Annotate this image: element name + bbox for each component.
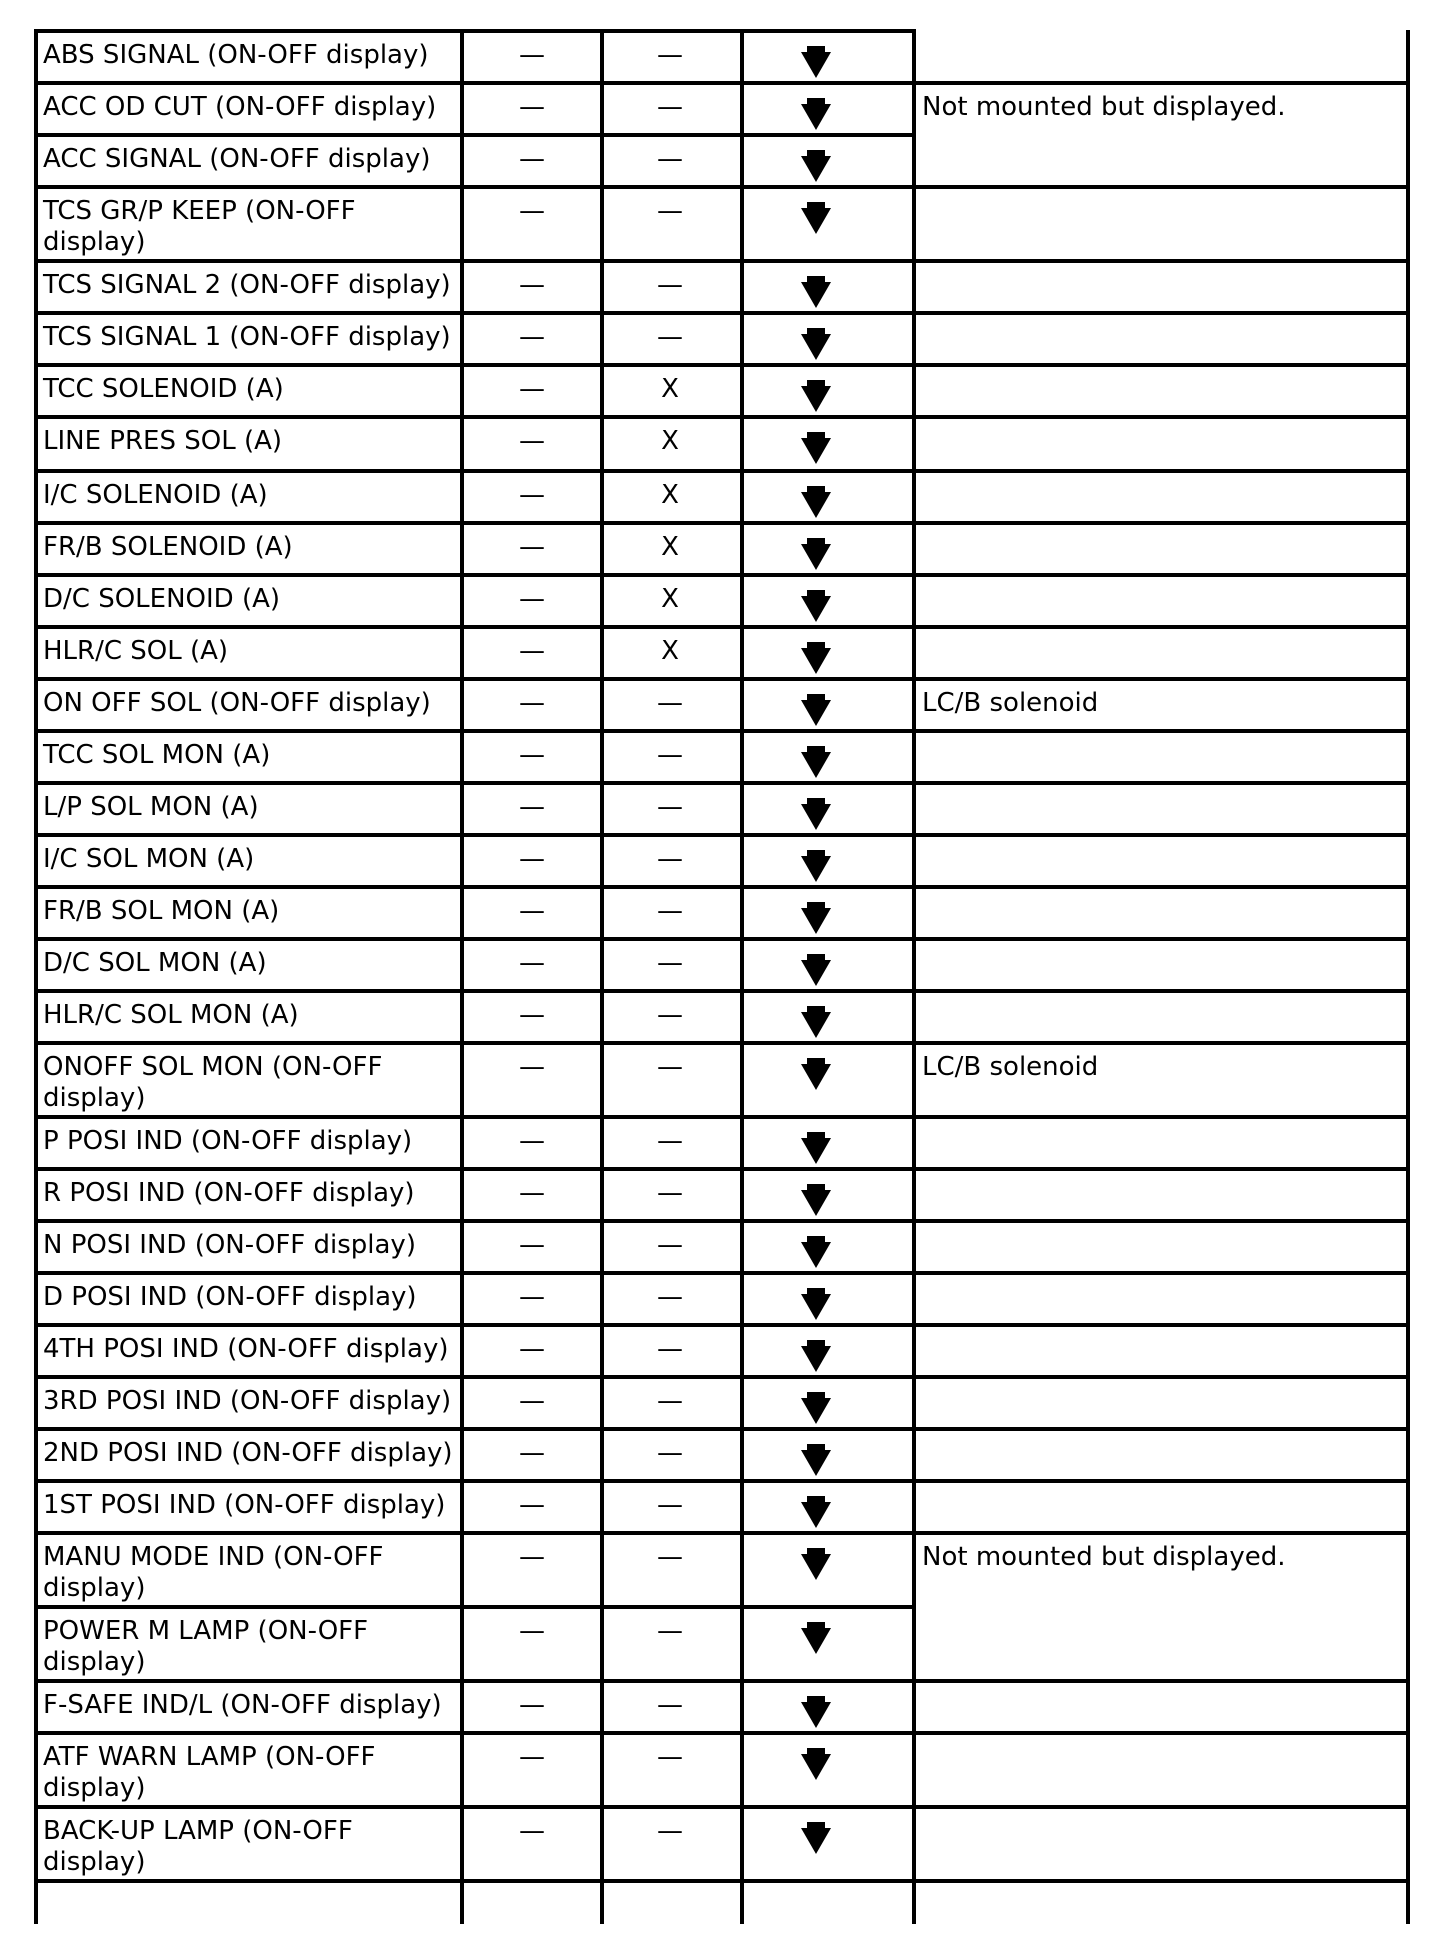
row-border — [912, 625, 1410, 629]
down-arrow-icon — [801, 544, 831, 570]
down-arrow-icon — [801, 1702, 831, 1728]
down-arrow-icon — [801, 908, 831, 934]
row-col3-value: X — [661, 480, 679, 510]
row-col2-value: — — [519, 40, 545, 70]
row-item-label: P POSI IND (ON-OFF display) — [43, 1126, 413, 1156]
row-item-label: BACK-UP LAMP (ON-OFF display) — [43, 1816, 353, 1877]
row-border — [34, 469, 916, 473]
row-border — [912, 1115, 1410, 1119]
row-col3-value: — — [657, 1438, 683, 1468]
row-col2-value: — — [519, 374, 545, 404]
row-border — [34, 521, 916, 525]
row-col3-value: — — [657, 1690, 683, 1720]
row-border — [34, 1375, 916, 1379]
row-border — [34, 29, 916, 33]
row-border — [912, 937, 1410, 941]
row-border — [912, 1731, 1410, 1735]
row-col3-value: — — [657, 792, 683, 822]
row-border — [34, 677, 916, 681]
row-border — [34, 1219, 916, 1223]
row-item-label: I/C SOLENOID (A) — [43, 480, 268, 510]
row-col3-value: — — [657, 1126, 683, 1156]
row-border — [912, 989, 1410, 993]
down-arrow-icon — [801, 1554, 831, 1580]
row-col2-value: — — [519, 1490, 545, 1520]
down-arrow-icon — [801, 1242, 831, 1268]
row-col3-value: X — [661, 636, 679, 666]
row-col3-value: — — [657, 92, 683, 122]
row-border — [34, 363, 916, 367]
row-col3-value: — — [657, 896, 683, 926]
row-border — [34, 1679, 916, 1683]
row-col3-value: — — [657, 1742, 683, 1772]
row-col2-value: — — [519, 1052, 545, 1082]
row-border — [912, 573, 1410, 577]
down-arrow-icon — [801, 960, 831, 986]
row-col2-value: — — [519, 1816, 545, 1846]
row-col3-value: — — [657, 844, 683, 874]
row-item-label: 3RD POSI IND (ON-OFF display) — [43, 1386, 452, 1416]
row-col2-value: — — [519, 1742, 545, 1772]
row-col3-value: — — [657, 1282, 683, 1312]
row-border — [912, 1427, 1410, 1431]
row-border — [34, 1115, 916, 1119]
row-col3-value: X — [661, 426, 679, 456]
row-col3-value: — — [657, 196, 683, 226]
row-item-label: N POSI IND (ON-OFF display) — [43, 1230, 416, 1260]
row-col3-value: — — [657, 1052, 683, 1082]
row-item-label: TCC SOL MON (A) — [43, 740, 271, 770]
row-item-label: TCS SIGNAL 1 (ON-OFF display) — [43, 322, 451, 352]
row-border — [34, 989, 916, 993]
row-border — [912, 1167, 1410, 1171]
row-col3-value: — — [657, 1230, 683, 1260]
row-col2-value: — — [519, 480, 545, 510]
row-border — [34, 1427, 916, 1431]
row-border — [912, 259, 1410, 263]
row-item-label: FR/B SOLENOID (A) — [43, 532, 293, 562]
row-border — [34, 781, 916, 785]
row-col2-value: — — [519, 144, 545, 174]
row-border — [912, 363, 1410, 367]
row-border — [912, 1375, 1410, 1379]
row-col3-value: X — [661, 374, 679, 404]
down-arrow-icon — [801, 386, 831, 412]
row-item-label: I/C SOL MON (A) — [43, 844, 255, 874]
row-col3-value: — — [657, 688, 683, 718]
row-border — [912, 185, 1410, 189]
row-item-label: ABS SIGNAL (ON-OFF display) — [43, 40, 429, 70]
row-col2-value: — — [519, 1282, 545, 1312]
row-border — [34, 1805, 916, 1809]
row-border — [912, 885, 1410, 889]
down-arrow-icon — [801, 1450, 831, 1476]
row-col3-value: — — [657, 740, 683, 770]
row-item-label: HLR/C SOL (A) — [43, 636, 229, 666]
row-col3-value: — — [657, 270, 683, 300]
down-arrow-icon — [801, 208, 831, 234]
row-border — [34, 185, 916, 189]
down-arrow-icon — [801, 1190, 831, 1216]
down-arrow-icon — [801, 104, 831, 130]
row-note: LC/B solenoid — [922, 1052, 1099, 1082]
row-border — [912, 1479, 1410, 1483]
row-col3-value: — — [657, 1334, 683, 1364]
row-col3-value: — — [657, 948, 683, 978]
row-col2-value: — — [519, 1000, 545, 1030]
row-col2-value: — — [519, 322, 545, 352]
down-arrow-icon — [801, 596, 831, 622]
row-item-label: R POSI IND (ON-OFF display) — [43, 1178, 415, 1208]
row-item-label: D/C SOLENOID (A) — [43, 584, 281, 614]
row-border — [34, 311, 916, 315]
row-border — [34, 1479, 916, 1483]
row-border — [34, 133, 916, 137]
row-item-label: MANU MODE IND (ON-OFF display) — [43, 1542, 384, 1603]
row-item-label: LINE PRES SOL (A) — [43, 426, 283, 456]
row-note: Not mounted but displayed. — [922, 92, 1286, 122]
row-border — [912, 781, 1410, 785]
row-col2-value: — — [519, 270, 545, 300]
row-border — [912, 415, 1410, 419]
row-col2-value: — — [519, 196, 545, 226]
down-arrow-icon — [801, 1138, 831, 1164]
row-border — [912, 833, 1410, 837]
row-col2-value: — — [519, 1230, 545, 1260]
down-arrow-icon — [801, 1012, 831, 1038]
row-border — [34, 1323, 916, 1327]
row-border — [912, 521, 1410, 525]
row-item-label: ACC OD CUT (ON-OFF display) — [43, 92, 437, 122]
row-border — [34, 1879, 916, 1883]
down-arrow-icon — [801, 52, 831, 78]
row-border — [912, 81, 1410, 85]
row-border — [34, 1271, 916, 1275]
row-border — [912, 677, 1410, 681]
row-col3-value: — — [657, 144, 683, 174]
row-border — [34, 885, 916, 889]
row-col3-value: — — [657, 1616, 683, 1646]
row-border — [912, 1879, 1410, 1883]
row-col2-value: — — [519, 896, 545, 926]
row-col2-value: — — [519, 1126, 545, 1156]
down-arrow-icon — [801, 752, 831, 778]
row-col2-value: — — [519, 1334, 545, 1364]
row-col3-value: — — [657, 1542, 683, 1572]
row-item-label: 4TH POSI IND (ON-OFF display) — [43, 1334, 449, 1364]
row-border — [912, 1041, 1410, 1045]
row-border — [34, 937, 916, 941]
row-col3-value: — — [657, 1386, 683, 1416]
row-border — [912, 1219, 1410, 1223]
row-col2-value: — — [519, 92, 545, 122]
row-item-label: ON OFF SOL (ON-OFF display) — [43, 688, 431, 718]
row-col2-value: — — [519, 1616, 545, 1646]
down-arrow-icon — [801, 856, 831, 882]
row-col3-value: — — [657, 1490, 683, 1520]
row-border — [912, 729, 1410, 733]
down-arrow-icon — [801, 1346, 831, 1372]
down-arrow-icon — [801, 156, 831, 182]
row-item-label: ONOFF SOL MON (ON-OFF display) — [43, 1052, 383, 1113]
row-col3-value: — — [657, 1178, 683, 1208]
row-col2-value: — — [519, 844, 545, 874]
row-item-label: ATF WARN LAMP (ON-OFF display) — [43, 1742, 376, 1803]
row-item-label: D POSI IND (ON-OFF display) — [43, 1282, 417, 1312]
row-border — [34, 1531, 916, 1535]
row-item-label: TCS GR/P KEEP (ON-OFF display) — [43, 196, 356, 257]
row-item-label: TCC SOLENOID (A) — [43, 374, 284, 404]
row-col2-value: — — [519, 532, 545, 562]
row-item-label: FR/B SOL MON (A) — [43, 896, 280, 926]
row-col2-value: — — [519, 792, 545, 822]
down-arrow-icon — [801, 1628, 831, 1654]
row-col3-value: — — [657, 1000, 683, 1030]
row-item-label: F-SAFE IND/L (ON-OFF display) — [43, 1690, 442, 1720]
down-arrow-icon — [801, 1064, 831, 1090]
row-col2-value: — — [519, 584, 545, 614]
row-col3-value: X — [661, 532, 679, 562]
row-col2-value: — — [519, 688, 545, 718]
row-note: LC/B solenoid — [922, 688, 1099, 718]
row-border — [912, 1805, 1410, 1809]
row-col3-value: — — [657, 322, 683, 352]
row-border — [34, 1167, 916, 1171]
row-border — [34, 1731, 916, 1735]
row-border — [912, 1323, 1410, 1327]
down-arrow-icon — [801, 1754, 831, 1780]
row-border — [34, 259, 916, 263]
row-col2-value: — — [519, 1690, 545, 1720]
row-border — [34, 1605, 916, 1609]
row-border — [34, 729, 916, 733]
row-border — [912, 469, 1410, 473]
row-border — [34, 1041, 916, 1045]
row-col3-value: — — [657, 1816, 683, 1846]
row-border — [34, 81, 916, 85]
row-item-label: L/P SOL MON (A) — [43, 792, 259, 822]
row-item-label: 2ND POSI IND (ON-OFF display) — [43, 1438, 453, 1468]
down-arrow-icon — [801, 492, 831, 518]
row-col2-value: — — [519, 1438, 545, 1468]
row-col2-value: — — [519, 1386, 545, 1416]
row-border — [34, 573, 916, 577]
down-arrow-icon — [801, 1502, 831, 1528]
row-border — [912, 1679, 1410, 1683]
down-arrow-icon — [801, 438, 831, 464]
row-col2-value: — — [519, 1178, 545, 1208]
row-border — [34, 415, 916, 419]
down-arrow-icon — [801, 1398, 831, 1424]
row-col3-value: X — [661, 584, 679, 614]
down-arrow-icon — [801, 648, 831, 674]
down-arrow-icon — [801, 1294, 831, 1320]
row-border — [912, 1271, 1410, 1275]
row-border — [912, 311, 1410, 315]
down-arrow-icon — [801, 334, 831, 360]
row-item-label: POWER M LAMP (ON-OFF display) — [43, 1616, 369, 1677]
row-item-label: D/C SOL MON (A) — [43, 948, 267, 978]
row-item-label: HLR/C SOL MON (A) — [43, 1000, 299, 1030]
row-item-label: ACC SIGNAL (ON-OFF display) — [43, 144, 431, 174]
row-item-label: TCS SIGNAL 2 (ON-OFF display) — [43, 270, 451, 300]
row-col3-value: — — [657, 40, 683, 70]
down-arrow-icon — [801, 1828, 831, 1854]
down-arrow-icon — [801, 700, 831, 726]
row-col2-value: — — [519, 426, 545, 456]
row-item-label: 1ST POSI IND (ON-OFF display) — [43, 1490, 446, 1520]
row-col2-value: — — [519, 636, 545, 666]
down-arrow-icon — [801, 804, 831, 830]
row-col2-value: — — [519, 1542, 545, 1572]
down-arrow-icon — [801, 282, 831, 308]
row-border — [34, 833, 916, 837]
row-note: Not mounted but displayed. — [922, 1542, 1286, 1572]
row-col2-value: — — [519, 740, 545, 770]
row-border — [912, 1531, 1410, 1535]
row-col2-value: — — [519, 948, 545, 978]
row-border — [34, 625, 916, 629]
